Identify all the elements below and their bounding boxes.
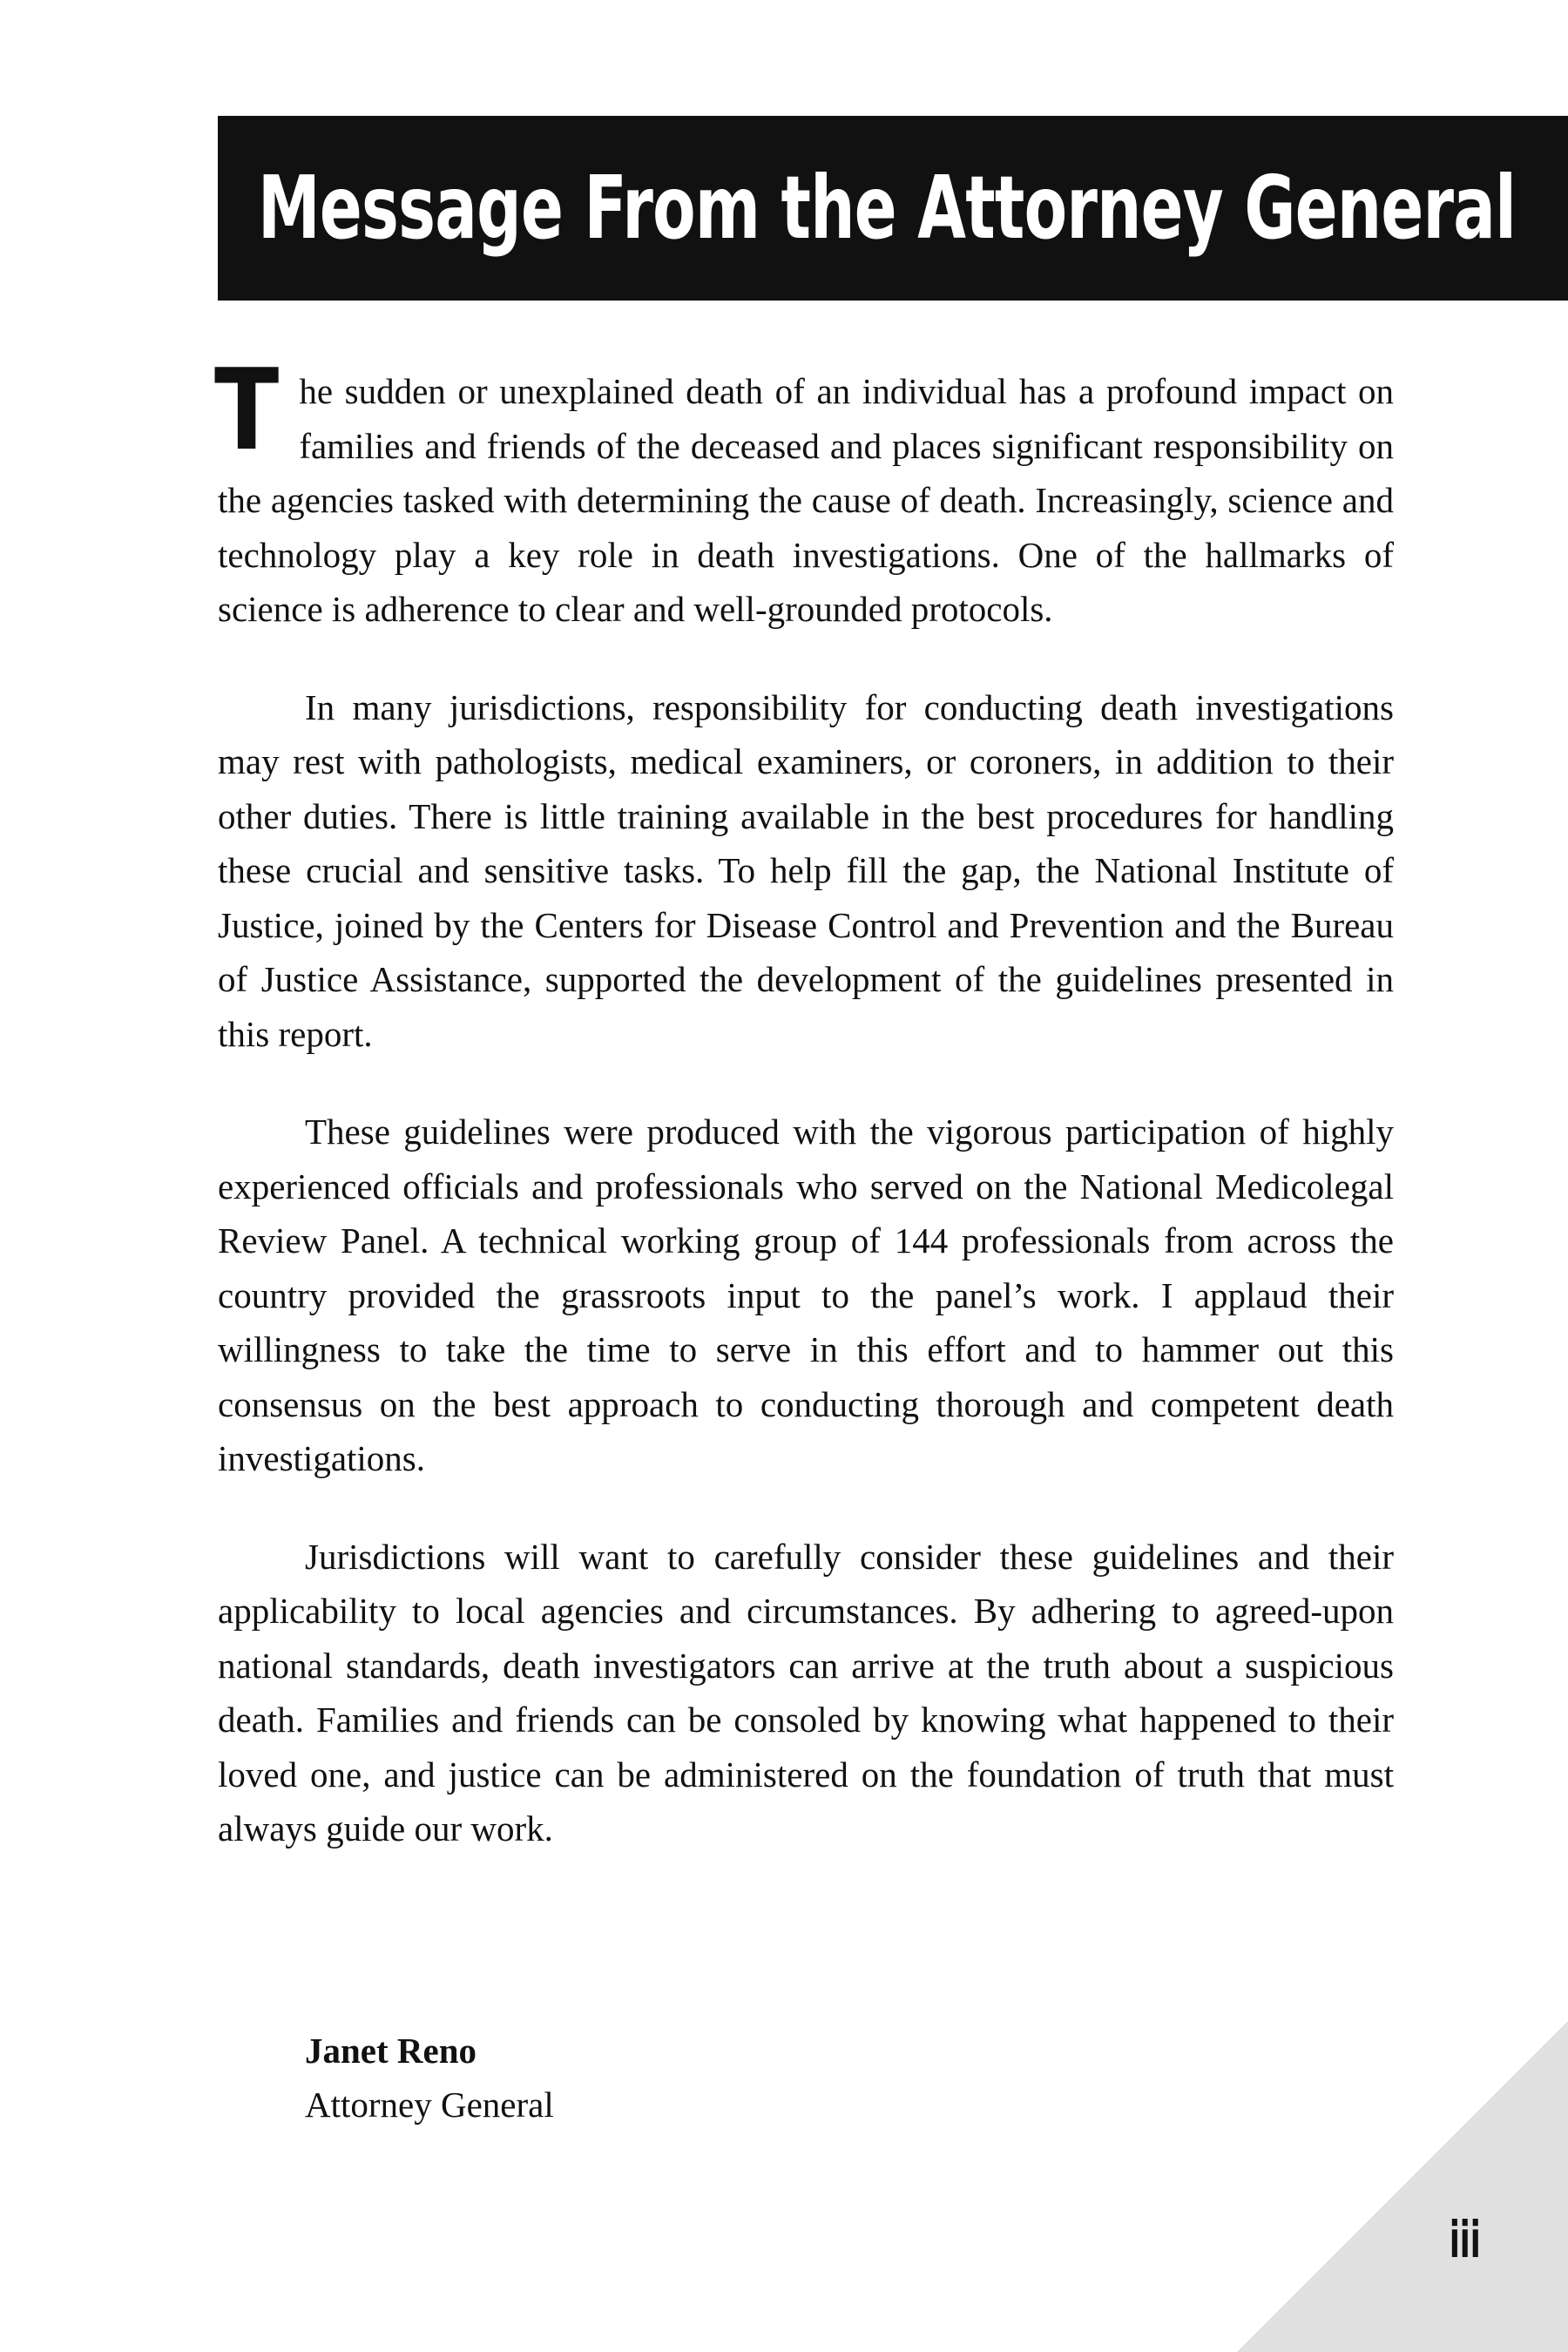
- signatory-title: Attorney General: [305, 2085, 554, 2125]
- page-number: iii: [1450, 2210, 1481, 2269]
- letter-body: [214, 346, 1394, 1900]
- paragraph-1-text: he sudden or unexplained death of an individual has a profound impact on families and friends of the deceased and places significant responsibility on the agencies tasked with determining the cause of death. Increasingly, science and technology play a key role in death investigations. One of the hallmarks of science is adherence to clear and well-grounded protocols.: [218, 371, 1394, 629]
- paragraph-1: [214, 346, 1394, 637]
- page-title: Message From the Attorney General: [258, 157, 1517, 259]
- title-banner: [218, 116, 1568, 301]
- paragraph-2: In many jurisdictions, responsibility for conducting death investigations may rest with pathologists, medical examiners, or coroners, in addition to their other duties. There is little training available in the best procedures for handling these crucial and sensitive tasks. To help fill the gap, the National Institute of Justice, joined by the Centers for Disease Control and Prevention and the Bureau of Justice Assistance, supported the development of the guidelines presented in this report.: [218, 686, 1394, 1054]
- paragraph-4: Jurisdictions will want to carefully consider these guidelines and their applicability to local agencies and circumstances. By adhering to agreed-upon national standards, death investigators can arrive at the truth about a suspicious death. Families and friends can be consoled by knowing what happened to their loved one, and justice can be administered on the foundation of truth that must always guide our work.: [218, 1536, 1394, 1848]
- paragraph-3: These guidelines were produced with the vigorous participation of highly experienced officials and professionals who served on the National Medicolegal Review Panel. A technical working group of 144 professionals from across the country provided the grassroots input to the panel’s work. I applaud their willingness to take the time to serve in this effort and to hammer out this consensus on the best approach to conducting thorough and competent death investigations.: [218, 1112, 1394, 1478]
- corner-triangle: [1237, 2021, 1568, 2352]
- signatory-name: Janet Reno: [305, 2031, 477, 2071]
- drop-cap: T: [214, 346, 280, 476]
- signature-block: [305, 2024, 554, 2132]
